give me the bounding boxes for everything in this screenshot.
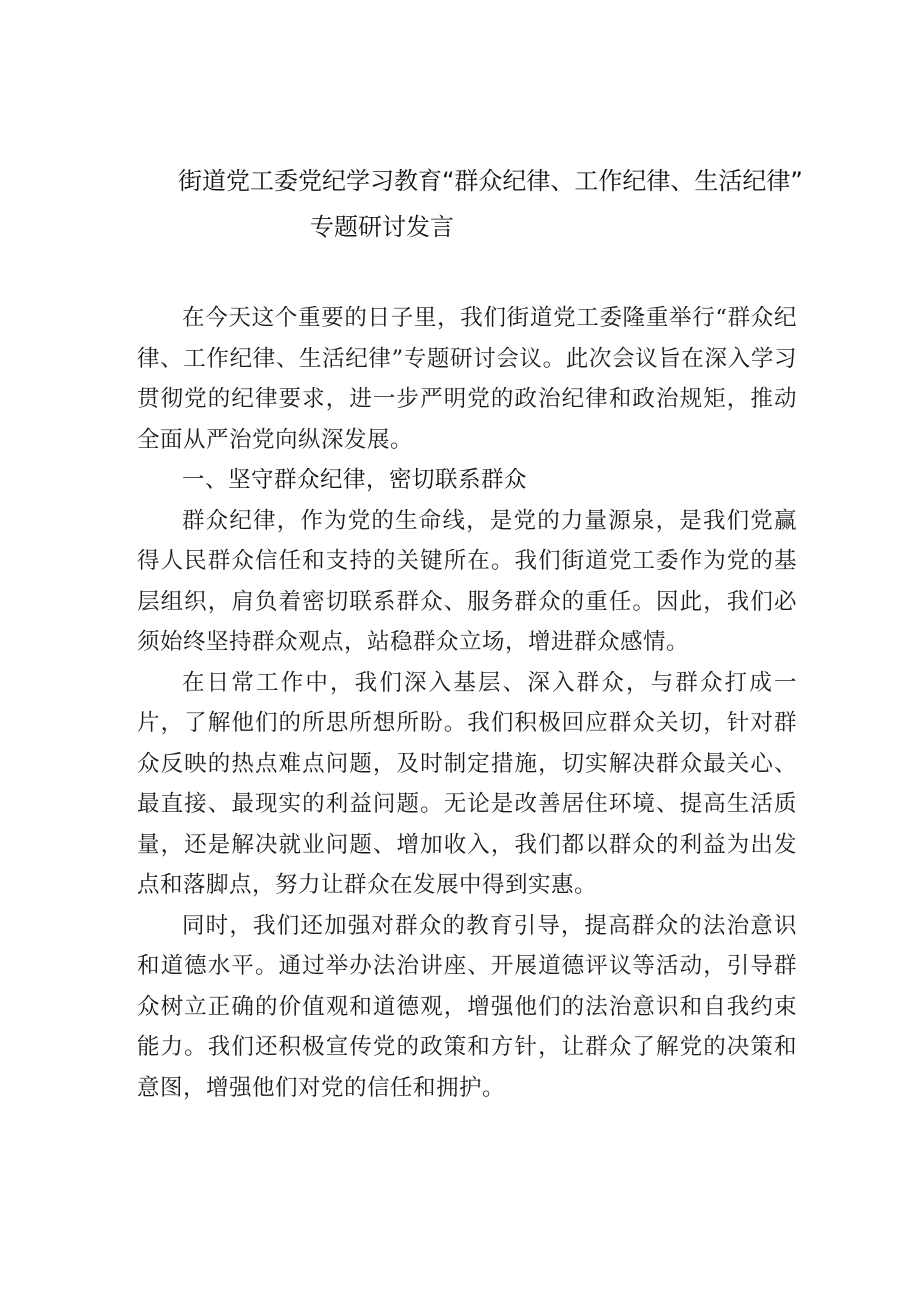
document-body: [137, 298, 797, 1108]
document-title-line1: 街道党工委党纪学习教育“群众纪律、工作纪律、生活纪律”: [178, 167, 803, 195]
document-title-line2: 专题研讨发言: [310, 213, 454, 241]
body-paragraph-1: 群众纪律，作为党的生命线，是党的力量源泉，是我们党赢得人民群众信任和支持的关键所在。我们街道党工委作为党的基层组织，肩负着密切联系群众、服务群众的重任。因此，我们必须始终坚持群众观点，站稳群众立场，增进群众感情。: [137, 507, 797, 655]
intro-paragraph: 在今天这个重要的日子里，我们街道党工委隆重举行“群众纪律、工作纪律、生活纪律”专题研讨会议。此次会议旨在深入学习贯彻党的纪律要求，进一步严明党的政治纪律和政治规矩，推动全面从严治党向纵深发展。: [137, 305, 797, 453]
body-paragraph-2: 在日常工作中，我们深入基层、深入群众，与群众打成一片，了解他们的所思所想所盼。我们积极回应群众关切，针对群众反映的热点难点问题，及时制定措施，切实解决群众最关心、最直接、最现实的利益问题。无论是改善居住环境、提高生活质量，还是解决就业问题、增加收入，我们都以群众的利益为出发点和落脚点，努力让群众在发展中得到实惠。: [137, 669, 797, 898]
body-paragraph-3: 同时，我们还加强对群众的教育引导，提高群众的法治意识和道德水平。通过举办法治讲座、开展道德评议等活动，引导群众树立正确的价值观和道德观，增强他们的法治意识和自我约束能力。我们还积极宣传党的政策和方针，让群众了解党的决策和意图，增强他们对党的信任和拥护。: [137, 912, 797, 1101]
section-heading-1: 一、坚守群众纪律，密切联系群众: [182, 467, 528, 493]
